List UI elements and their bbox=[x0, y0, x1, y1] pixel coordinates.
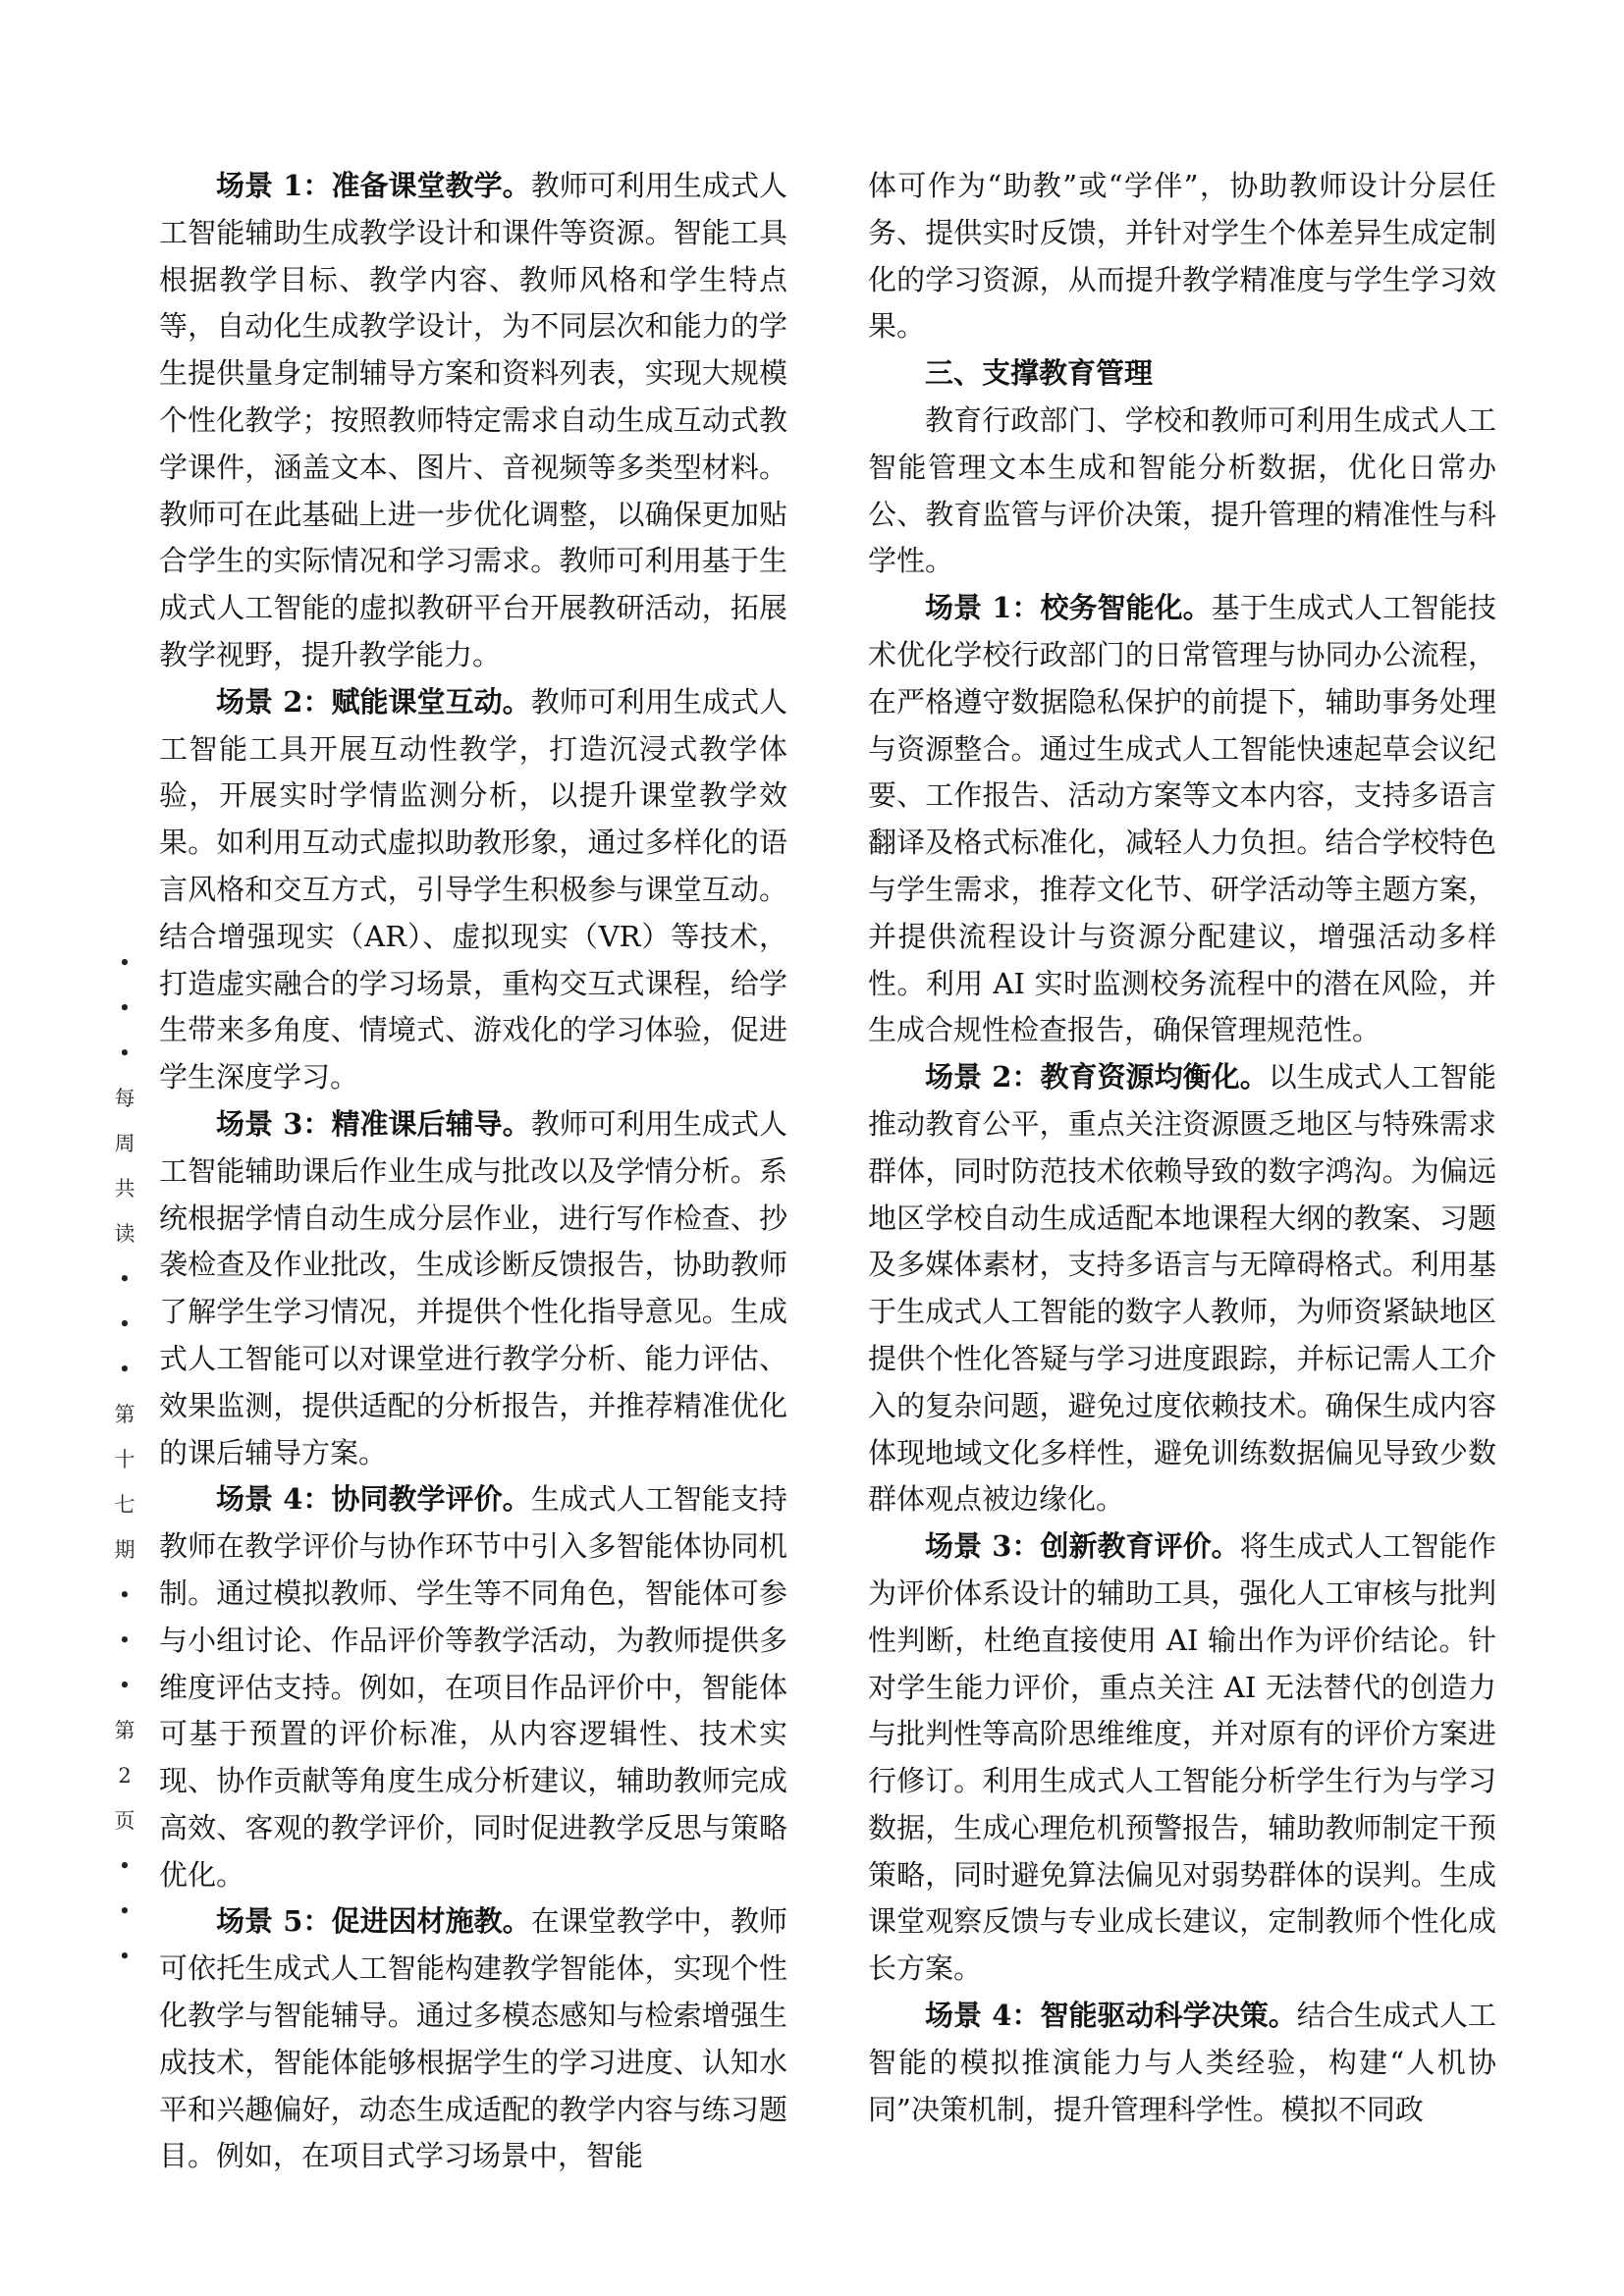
scene-heading: 场景 1：校务智能化。 bbox=[925, 591, 1212, 625]
margin-char: 读 bbox=[114, 1222, 135, 1246]
margin-char: • bbox=[118, 1899, 132, 1923]
left-column bbox=[159, 163, 787, 2180]
margin-char: • bbox=[118, 1945, 132, 1968]
margin-char: 七 bbox=[114, 1493, 135, 1517]
paragraph-admin-scene-1 bbox=[868, 585, 1496, 1054]
section-heading: 三、支撑教育管理 bbox=[925, 356, 1154, 391]
paragraph-admin-scene-3 bbox=[868, 1523, 1496, 1993]
scene-heading: 场景 2：教育资源均衡化。 bbox=[925, 1060, 1269, 1095]
margin-char: 每 bbox=[114, 1087, 135, 1110]
margin-char: 2 bbox=[118, 1764, 132, 1788]
scene-body: 教师可利用生成式人工智能辅助课后作业生成与批改以及学情分析。系统根据学情自动生成分层作业，进行写作检查、抄袭检查及作业批改，生成诊断反馈报告，协助教师了解学生学习情况，并提供个性化指导意见。生成式人工智能可以对课堂进行教学分析、能力评估、效果监测，提供适配的分析报告，并推荐精准优化的课后辅导方案。 bbox=[159, 1106, 787, 1469]
margin-char: 共 bbox=[114, 1177, 135, 1201]
margin-char: • bbox=[118, 996, 132, 1020]
margin-char: • bbox=[118, 1674, 132, 1697]
margin-issue-tag bbox=[110, 940, 139, 1979]
margin-char: • bbox=[118, 1358, 132, 1381]
paragraph-admin-scene-4 bbox=[868, 1993, 1496, 2133]
margin-char: 第 bbox=[114, 1403, 135, 1426]
scene-heading: 场景 3：精准课后辅导。 bbox=[216, 1106, 531, 1141]
paragraph-scene-5-personalized-teaching bbox=[159, 1898, 787, 2180]
scene-body: 以生成式人工智能推动教育公平，重点关注资源匮乏地区与特殊需求群体，同时防范技术依赖导致的数字鸿沟。为偏远地区学校自动生成适配本地课程大纲的教案、习题及多媒体素材，支持多语言与无障碍格式。利用基于生成式人工智能的数字人教师，为师资紧缺地区提供个性化答疑与学习进度跟踪，并标记需人工介入的复杂问题，避免过度依赖技术。确保生成内容体现地域文化多样性，避免训练数据偏见导致少数群体观点被边缘化。 bbox=[868, 1060, 1496, 1517]
scene-heading: 场景 4：智能驱动科学决策。 bbox=[925, 1999, 1297, 2033]
scene-body: 基于生成式人工智能技术优化学校行政部门的日常管理与协同办公流程，在严格遵守数据隐私保护的前提下，辅助事务处理与资源整合。通过生成式人工智能快速起草会议纪要、工作报告、活动方案等文本内容，支持多语言翻译及格式标准化，减轻人力负担。结合学校特色与学生需求，推荐文化节、研学活动等主题方案，并提供流程设计与资源分配建议，增强活动多样性。利用 AI 实时监测校务流程中的潜在风险，并生成合规性检查报告，确保管理规范性。 bbox=[868, 591, 1496, 1047]
paragraph-scene-1-teaching-prep bbox=[159, 163, 787, 679]
paragraph-scene-2-classroom-interaction bbox=[159, 679, 787, 1101]
scene-body: 结合生成式人工智能的模拟推演能力与人类经验，构建“人机协同”决策机制，提升管理科学性。模拟不同政 bbox=[868, 1999, 1496, 2126]
paragraph-admin-scene-2 bbox=[868, 1054, 1496, 1523]
scene-body: 在课堂教学中，教师可依托生成式人工智能构建教学智能体，实现个性化教学与智能辅导。通过多模态感知与检索增强生成技术，智能体能够根据学生的学习进度、认知水平和兴趣偏好，动态生成适配的教学内容与练习题目。例如，在项目式学习场景中，智能 bbox=[159, 1904, 787, 2173]
paragraph-scene-3-after-class-tutoring bbox=[159, 1101, 787, 1476]
paragraph-continued: 体可作为“助教”或“学伴”，协助教师设计分层任务、提供实时反馈，并针对学生个体差异生成定制化的学习资源，从而提升教学精准度与学生学习效果。 bbox=[868, 169, 1496, 344]
section-intro: 教育行政部门、学校和教师可利用生成式人工智能管理文本生成和智能分析数据，优化日常办公、教育监管与评价决策，提升管理的精准性与科学性。 bbox=[868, 402, 1496, 578]
margin-char: 页 bbox=[114, 1809, 135, 1833]
paragraph-scene-4-teaching-evaluation bbox=[159, 1476, 787, 1898]
margin-char: 期 bbox=[114, 1538, 135, 1562]
scene-heading: 场景 4：协同教学评价。 bbox=[216, 1482, 531, 1517]
margin-char: • bbox=[118, 1583, 132, 1607]
margin-char: 周 bbox=[114, 1132, 135, 1155]
scene-heading: 场景 3：创新教育评价。 bbox=[925, 1529, 1240, 1564]
scene-body: 生成式人工智能支持教师在教学评价与协作环节中引入多智能体协同机制。通过模拟教师、学生等不同角色，智能体可参与小组讨论、作品评价等教学活动，为教师提供多维度评估支持。例如，在项目作品评价中，智能体可基于预置的评价标准，从内容逻辑性、技术实现、协作贡献等角度生成分析建议，辅助教师完成高效、客观的教学评价，同时促进教学反思与策略优化。 bbox=[159, 1482, 787, 1892]
margin-char: • bbox=[118, 951, 132, 975]
right-column bbox=[868, 163, 1496, 2133]
scene-body: 教师可利用生成式人工智能工具开展互动性教学，打造沉浸式教学体验，开展实时学情监测分析，以提升课堂教学效果。如利用互动式虚拟助教形象，通过多样化的语言风格和交互方式，引导学生积极参与课堂互动。结合增强现实（AR）、虚拟现实（VR）等技术，打造虚实融合的学习场景，重构交互式课程，给学生带来多角度、情境式、游戏化的学习体验，促进学生深度学习。 bbox=[159, 684, 787, 1095]
scene-heading: 场景 1：准备课堂教学。 bbox=[216, 169, 531, 202]
scene-body: 教师可利用生成式人工智能辅助生成教学设计和课件等资源。智能工具根据教学目标、教学内容、教师风格和学生特点等，自动化生成教学设计，为不同层次和能力的学生提供量身定制辅导方案和资料列表，实现大规模个性化教学；按照教师特定需求自动生成互动式教学课件，涵盖文本、图片、音视频等多类型材料。教师可在此基础上进一步优化调整，以确保更加贴合学生的实际情况和学习需求。教师可利用基于生成式人工智能的虚拟教研平台开展教研活动，拓展教学视野，提升教学能力。 bbox=[159, 169, 787, 671]
margin-char: • bbox=[118, 1629, 132, 1652]
margin-char: 十 bbox=[114, 1448, 135, 1471]
margin-char: • bbox=[118, 1267, 132, 1291]
margin-char: • bbox=[118, 1854, 132, 1878]
scene-heading: 场景 2：赋能课堂互动。 bbox=[216, 684, 531, 719]
margin-char: 第 bbox=[114, 1719, 135, 1742]
scene-body: 将生成式人工智能作为评价体系设计的辅助工具，强化人工审核与批判性判断，杜绝直接使用 AI 输出作为评价结论。针对学生能力评价，重点关注 AI 无法替代的创造力与批判性等高阶思维维度，并对原有的评价方案进行修订。利用生成式人工智能分析学生行为与学习数据，生成心理危机预警报告，辅助教师制定干预策略，同时避免算法偏见对弱势群体的误判。生成课堂观察反馈与专业成长建议，定制教师个性化成长方案。 bbox=[868, 1529, 1496, 1986]
scene-heading: 场景 5：促进因材施教。 bbox=[216, 1904, 531, 1939]
margin-char: • bbox=[118, 1312, 132, 1336]
margin-char: • bbox=[118, 1041, 132, 1065]
